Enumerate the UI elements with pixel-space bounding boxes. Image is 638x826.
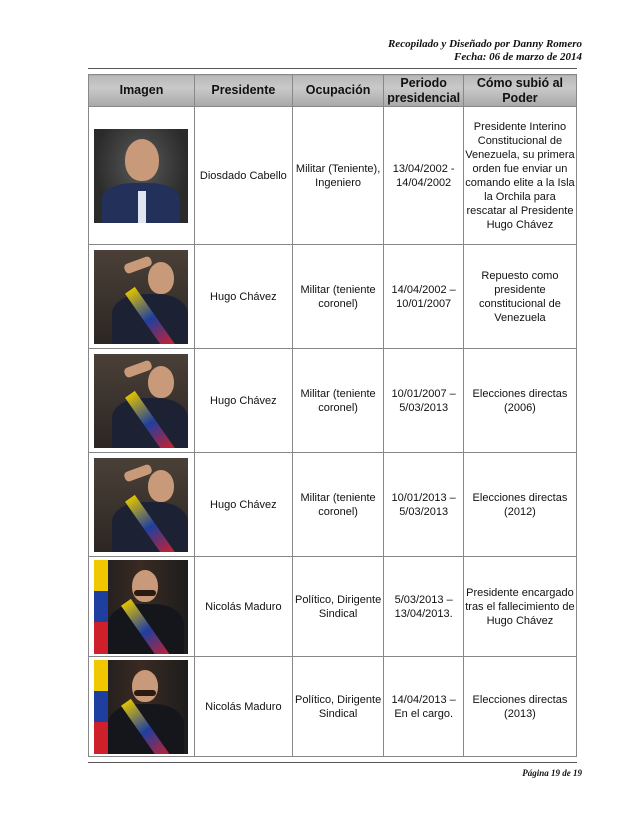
- como-subio-cell: Presidente encargado tras el fallecimiento de Hugo Chávez: [463, 557, 576, 657]
- periodo-cell: 10/01/2007 – 5/03/2013: [384, 349, 463, 453]
- presidente-cell: Hugo Chávez: [194, 349, 292, 453]
- periodo-cell: 14/04/2013 – En el cargo.: [384, 657, 463, 757]
- table-row: [89, 557, 577, 657]
- image-cell: [89, 245, 195, 349]
- column-header-imagen: Imagen: [89, 75, 195, 107]
- column-header-ocupacion: Ocupación: [292, 75, 384, 107]
- column-header-presidente: Presidente: [194, 75, 292, 107]
- column-header-periodo: Periodo presidencial: [384, 75, 463, 107]
- nicolas-maduro-photo: [94, 560, 188, 654]
- page-number: Página 19 de 19: [522, 768, 582, 778]
- table-row: [89, 107, 577, 245]
- periodo-cell: 14/04/2002 – 10/01/2007: [384, 245, 463, 349]
- header-author: Recopilado y Diseñado por Danny Romero: [387, 38, 582, 50]
- table-row: [89, 245, 577, 349]
- diosdado-cabello-photo: [94, 129, 188, 223]
- image-cell: [89, 107, 195, 245]
- table-header-row: [89, 75, 577, 107]
- page-header: [388, 38, 582, 64]
- nicolas-maduro-photo: [94, 660, 188, 754]
- image-cell: [89, 657, 195, 757]
- table-row: [89, 657, 577, 757]
- table-row: [89, 453, 577, 557]
- presidente-cell: Hugo Chávez: [194, 245, 292, 349]
- image-cell: [89, 453, 195, 557]
- hugo-chavez-photo: [94, 250, 188, 344]
- presidente-cell: Nicolás Maduro: [194, 657, 292, 757]
- presidents-table: [88, 74, 577, 757]
- como-subio-cell: Elecciones directas (2006): [463, 349, 576, 453]
- como-subio-cell: Repuesto como presidente constitucional de Venezuela: [463, 245, 576, 349]
- como-subio-cell: Elecciones directas (2013): [463, 657, 576, 757]
- header-rule: [88, 68, 577, 69]
- image-cell: [89, 557, 195, 657]
- ocupacion-cell: Militar (teniente coronel): [292, 349, 384, 453]
- footer-rule: [88, 762, 577, 763]
- ocupacion-cell: Político, Dirigente Sindical: [292, 557, 384, 657]
- hugo-chavez-photo: [94, 458, 188, 552]
- ocupacion-cell: Militar (teniente coronel): [292, 245, 384, 349]
- como-subio-cell: Presidente Interino Constitucional de Venezuela, su primera orden fue enviar un comando elite a la Isla la Orchila para rescatar al Presidente Hugo Chávez: [463, 107, 576, 245]
- presidente-cell: Nicolás Maduro: [194, 557, 292, 657]
- ocupacion-cell: Militar (teniente coronel): [292, 453, 384, 557]
- presidente-cell: Diosdado Cabello: [194, 107, 292, 245]
- table-row: [89, 349, 577, 453]
- header-date: Fecha: 06 de marzo de 2014: [453, 51, 582, 63]
- image-cell: [89, 349, 195, 453]
- ocupacion-cell: Político, Dirigente Sindical: [292, 657, 384, 757]
- column-header-como-subio: Cómo subió al Poder: [463, 75, 576, 107]
- presidente-cell: Hugo Chávez: [194, 453, 292, 557]
- como-subio-cell: Elecciones directas (2012): [463, 453, 576, 557]
- periodo-cell: 10/01/2013 – 5/03/2013: [384, 453, 463, 557]
- ocupacion-cell: Militar (Teniente), Ingeniero: [292, 107, 384, 245]
- periodo-cell: 5/03/2013 – 13/04/2013.: [384, 557, 463, 657]
- hugo-chavez-photo: [94, 354, 188, 448]
- periodo-cell: 13/04/2002 - 14/04/2002: [384, 107, 463, 245]
